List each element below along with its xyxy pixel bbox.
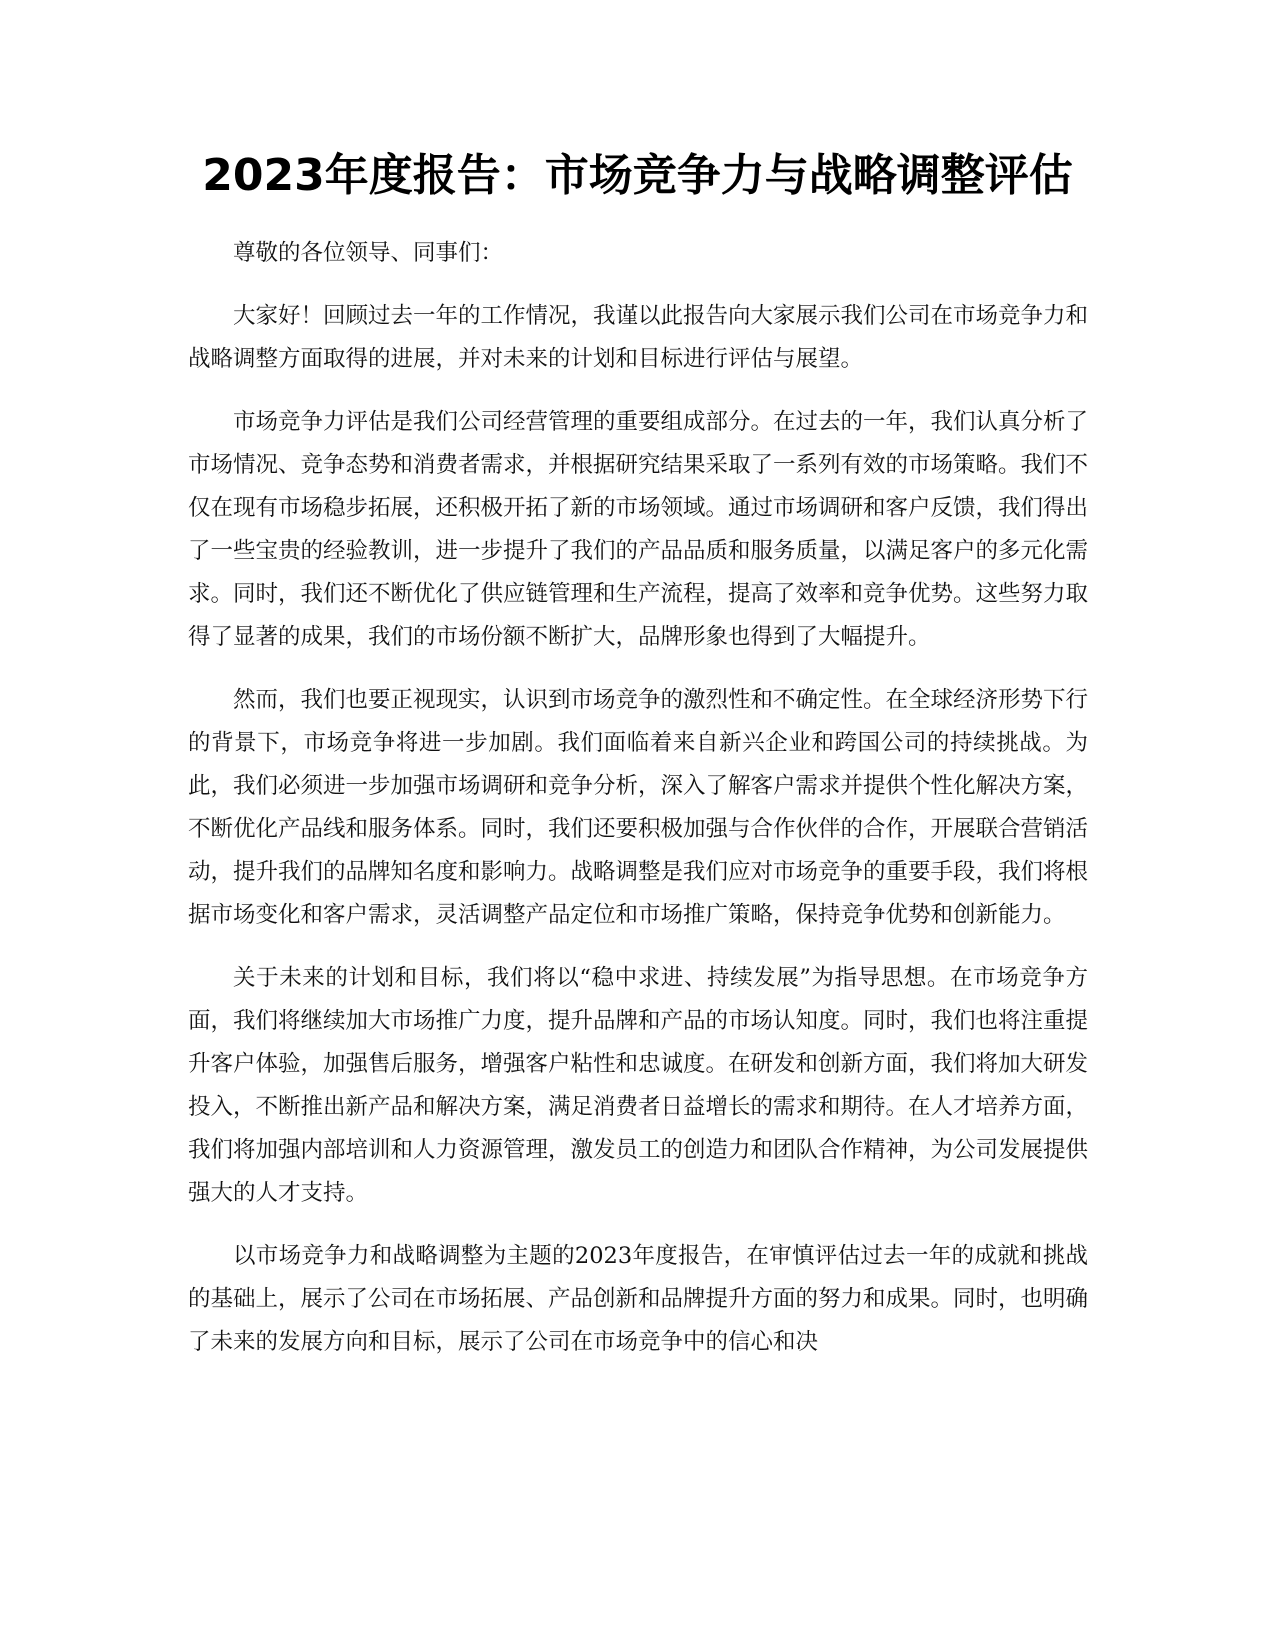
salutation-paragraph: 尊敬的各位领导、同事们： xyxy=(233,240,504,266)
intro-paragraph: 大家好！回顾过去一年的工作情况，我谨以此报告向大家展示我们公司在市场竞争力和战略调整方面取得的进展，并对未来的计划和目标进行评估与展望。 xyxy=(188,303,1089,372)
future-plans-paragraph: 关于未来的计划和目标，我们将以“稳中求进、持续发展”为指导思想。在市场竞争方面，我们将继续加大市场推广力度，提升品牌和产品的市场认知度。同时，我们也将注重提升客户体验，加强售后服务，增强客户粘性和忠诚度。在研发和创新方面，我们将加大研发投入，不断推出新产品和解决方案，满足消费者日益增长的需求和期待。在人才培养方面，我们将加强内部培训和人力资源管理，激发员工的创造力和团队合作精神，为公司发展提供强大的人才支持。 xyxy=(188,965,1089,1206)
document-body xyxy=(188,232,1088,1384)
competitiveness-paragraph: 市场竞争力评估是我们公司经营管理的重要组成部分。在过去的一年，我们认真分析了市场情况、竞争态势和消费者需求，并根据研究结果采取了一系列有效的市场策略。我们不仅在现有市场稳步拓展，还积极开拓了新的市场领域。通过市场调研和客户反馈，我们得出了一些宝贵的经验教训，进一步提升了我们的产品品质和服务质量，以满足客户的多元化需求。同时，我们还不断优化了供应链管理和生产流程，提高了效率和竞争优势。这些努力取得了显著的成果，我们的市场份额不断扩大，品牌形象也得到了大幅提升。 xyxy=(188,409,1089,650)
challenges-paragraph: 然而，我们也要正视现实，认识到市场竞争的激烈性和不确定性。在全球经济形势下行的背景下，市场竞争将进一步加剧。我们面临着来自新兴企业和跨国公司的持续挑战。为此，我们必须进一步加强市场调研和竞争分析，深入了解客户需求并提供个性化解决方案，不断优化产品线和服务体系。同时，我们还要积极加强与合作伙伴的合作，开展联合营销活动，提升我们的品牌知名度和影响力。战略调整是我们应对市场竞争的重要手段，我们将根据市场变化和客户需求，灵活调整产品定位和市场推广策略，保持竞争优势和创新能力。 xyxy=(188,687,1089,928)
document-title: 2023年度报告：市场竞争力与战略调整评估 xyxy=(202,150,1073,201)
summary-paragraph: 以市场竞争力和战略调整为主题的2023年度报告，在审慎评估过去一年的成就和挑战的基础上，展示了公司在市场拓展、产品创新和品牌提升方面的努力和成果。同时，也明确了未来的发展方向和目标，展示了公司在市场竞争中的信心和决 xyxy=(188,1243,1089,1355)
